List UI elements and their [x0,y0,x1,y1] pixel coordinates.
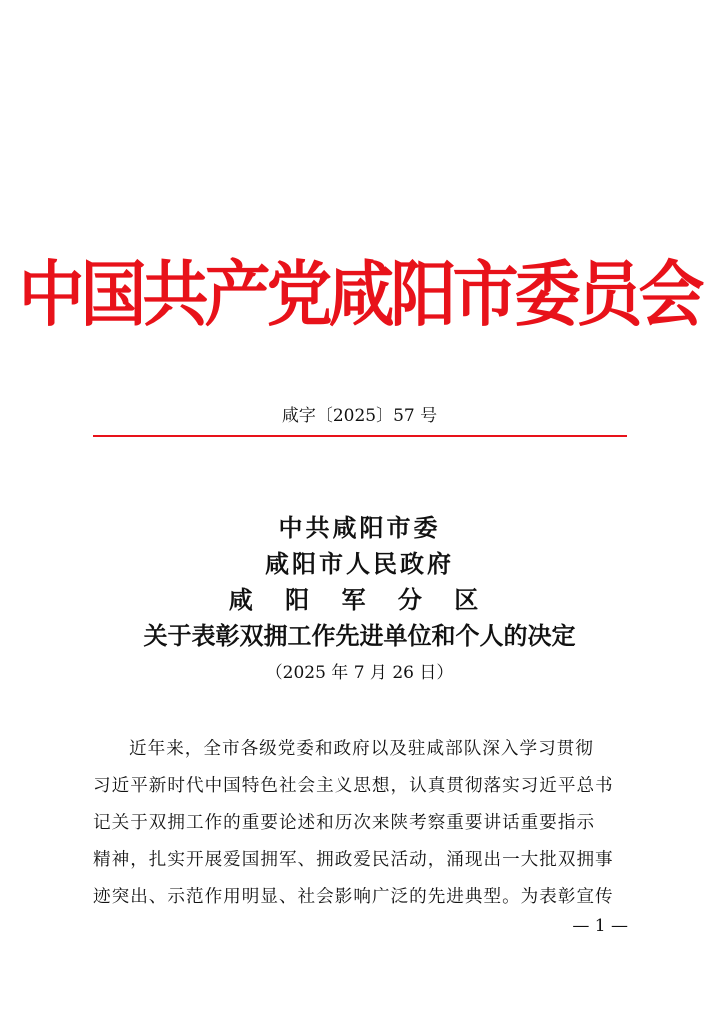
page-number: — 1 — [572,916,628,936]
body-line: 精神，扎实开展爱国拥军、拥政爱民活动，涌现出一大批双拥事 [93,850,614,870]
red-separator-line [93,435,627,437]
body-paragraph [93,731,627,916]
document-number: 咸字〔2025〕57 号 [281,406,438,426]
document-title [0,510,719,654]
body-line: 记关于双拥工作的重要论述和历次来陕考察重要讲话重要指示 [93,813,596,833]
document-date: （2025 年 7 月 26 日） [265,663,454,683]
body-line: 近年来，全市各级党委和政府以及驻咸部队深入学习贯彻 [129,739,594,759]
title-line-subject: 关于表彰双拥工作先进单位和个人的决定 [143,621,576,650]
body-line: 习近平新时代中国特色社会主义思想，认真贯彻落实习近平总书 [93,776,614,796]
title-line-issuer-2: 咸阳市人民政府 [265,549,454,578]
issuing-authority-masthead: 中国共产党咸阳市委员会 [18,252,701,337]
title-line-issuer-1: 中共咸阳市委 [278,513,441,542]
title-line-issuer-3: 咸 阳 军 分 区 [228,585,491,614]
body-line: 迹突出、示范作用明显、社会影响广泛的先进典型。为表彰宣传 [93,887,614,907]
